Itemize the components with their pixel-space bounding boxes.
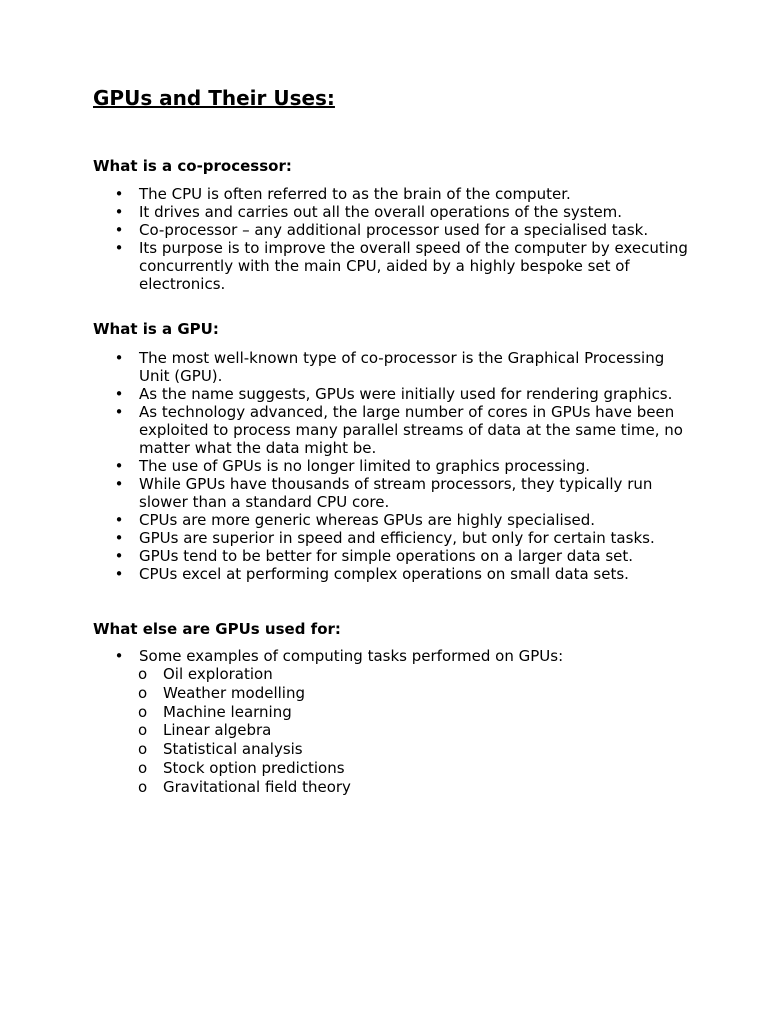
list-item-text: While GPUs have thousands of stream processors, they typically run slower than a standard CPU core. xyxy=(139,475,653,511)
page-title: GPUs and Their Uses: xyxy=(93,86,335,110)
list-item-text: As the name suggests, GPUs were initially used for rendering graphics. xyxy=(139,385,673,403)
list-item xyxy=(93,457,693,475)
sub-list-item xyxy=(116,703,693,722)
list-item xyxy=(93,475,693,511)
sub-list-item xyxy=(116,721,693,740)
list-item-text: Some examples of computing tasks performed on GPUs: xyxy=(139,647,564,665)
list-item-text: GPUs are superior in speed and efficiency, but only for certain tasks. xyxy=(139,529,655,547)
list-item xyxy=(93,349,693,385)
list-item xyxy=(93,403,693,457)
sub-list-item-text: Linear algebra xyxy=(163,721,272,740)
list-item xyxy=(93,203,693,221)
section-heading-co-processor: What is a co-processor: xyxy=(93,157,292,175)
sub-list-item-text: Stock option predictions xyxy=(163,758,345,777)
bullet-icon: • xyxy=(114,349,124,367)
list-item xyxy=(93,511,693,529)
bullet-icon: • xyxy=(114,547,124,565)
bullet-icon: • xyxy=(114,221,124,239)
bullet-icon: • xyxy=(114,565,124,583)
sub-list-item xyxy=(116,684,693,703)
sub-bullet-icon: o xyxy=(138,702,148,721)
list-item xyxy=(93,647,693,797)
list-item-text: GPUs tend to be better for simple operations on a larger data set. xyxy=(139,547,634,565)
bullet-icon: • xyxy=(114,457,124,475)
sub-list-item xyxy=(116,740,693,759)
gpu-bullet-list xyxy=(93,349,693,583)
bullet-icon: • xyxy=(114,647,124,665)
list-item-text: The CPU is often referred to as the brain of the computer. xyxy=(139,185,571,203)
list-item xyxy=(93,565,693,583)
list-item xyxy=(93,529,693,547)
list-item xyxy=(93,221,693,239)
sub-list-item-text: Oil exploration xyxy=(163,665,273,683)
list-item xyxy=(93,547,693,565)
sub-bullet-icon: o xyxy=(138,721,148,740)
list-item-text: It drives and carries out all the overall operations of the system. xyxy=(139,203,623,221)
sub-bullet-icon: o xyxy=(138,777,148,796)
bullet-icon: • xyxy=(114,403,124,421)
sub-bullet-icon: o xyxy=(138,683,148,702)
co-processor-bullet-list xyxy=(93,185,693,293)
sub-list-item-text: Weather modelling xyxy=(163,683,305,702)
document-page xyxy=(93,84,693,797)
section-heading-gpu: What is a GPU: xyxy=(93,320,219,338)
bullet-icon: • xyxy=(114,529,124,547)
examples-sub-list xyxy=(116,665,693,797)
bullet-icon: • xyxy=(114,475,124,493)
list-item-text: CPUs excel at performing complex operations on small data sets. xyxy=(139,565,629,583)
section-heading-other-uses: What else are GPUs used for: xyxy=(93,620,341,638)
bullet-icon: • xyxy=(114,185,124,203)
list-item xyxy=(93,385,693,403)
bullet-icon: • xyxy=(114,203,124,221)
list-item-text: Co-processor – any additional processor used for a specialised task. xyxy=(139,221,649,239)
sub-bullet-icon: o xyxy=(138,740,148,759)
sub-list-item xyxy=(116,665,693,684)
sub-list-item-text: Gravitational field theory xyxy=(163,777,351,796)
bullet-icon: • xyxy=(114,511,124,529)
list-item-text: CPUs are more generic whereas GPUs are highly specialised. xyxy=(139,511,596,529)
sub-list-item-text: Statistical analysis xyxy=(163,740,303,759)
list-item xyxy=(93,239,693,293)
bullet-icon: • xyxy=(114,385,124,403)
list-item xyxy=(93,185,693,203)
list-item-text: The most well-known type of co-processor is the Graphical Processing Unit (GPU). xyxy=(139,349,665,385)
sub-list-item xyxy=(116,778,693,797)
sub-list-item xyxy=(116,759,693,778)
sub-list-item-text: Machine learning xyxy=(163,702,292,721)
other-uses-bullet-list xyxy=(93,647,693,797)
list-item-text: Its purpose is to improve the overall speed of the computer by executing concurrently with the main CPU, aided by a highly bespoke set of electronics. xyxy=(139,239,688,293)
list-item-text: As technology advanced, the large number of cores in GPUs have been exploited to process many parallel streams of data at the same time, no matter what the data might be. xyxy=(139,403,683,457)
sub-bullet-icon: o xyxy=(138,758,148,777)
bullet-icon: • xyxy=(114,239,124,257)
sub-bullet-icon: o xyxy=(138,665,148,683)
list-item-text: The use of GPUs is no longer limited to graphics processing. xyxy=(139,457,591,475)
